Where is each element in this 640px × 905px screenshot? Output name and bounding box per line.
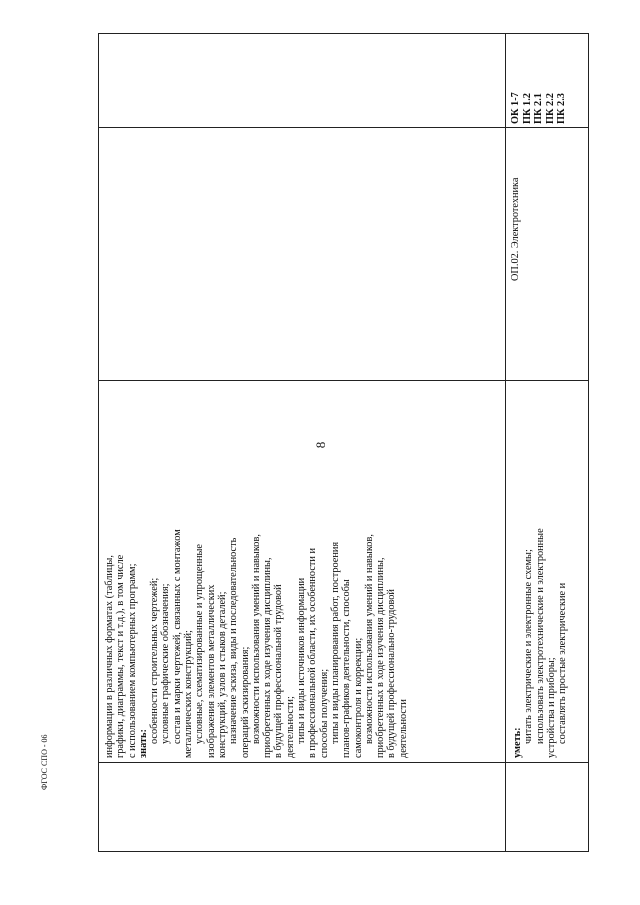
requirement-line: в будущей профессиональной трудовой xyxy=(273,584,285,758)
requirement-line: планов-графиков деятельности, способы xyxy=(341,579,353,758)
competency-code: ОК 1-7 xyxy=(510,92,521,124)
requirement-line: с использованием компьютерных программ; xyxy=(126,563,138,758)
skill-line: уметь: xyxy=(512,727,523,758)
column-divider-2 xyxy=(98,380,589,381)
requirement-line: информации в различных форматах (таблицы, xyxy=(104,555,115,758)
skill-line: читать электрические и электронные схемы; xyxy=(523,549,535,744)
page-number: 8 xyxy=(313,441,328,449)
requirement-line: в профессиональной области, их особенности и xyxy=(307,548,319,758)
row-divider xyxy=(505,33,506,851)
requirement-line: деятельности; xyxy=(284,696,296,758)
requirement-line: конструкций, узлов и стыков деталей; xyxy=(216,591,228,758)
requirement-line: знать: xyxy=(137,729,149,758)
skill-line: составлять простые электрические и xyxy=(557,582,569,744)
competencies-cell xyxy=(510,92,568,124)
requirements-cell-upper xyxy=(104,529,409,758)
table-border-top xyxy=(98,33,589,34)
requirement-line: типы и виды планирования работ, построения xyxy=(329,541,341,744)
column-divider-3 xyxy=(98,762,589,763)
requirement-line: в будущей профессионально-трудовой xyxy=(386,589,398,758)
requirement-line: состав и марки чертежей, связанных с монтажом xyxy=(171,529,183,744)
requirement-line: возможности использования умений и навыков, xyxy=(250,534,262,744)
requirement-line: особенности строительных чертежей; xyxy=(149,577,161,744)
table-border-left xyxy=(98,33,99,851)
footer-code: ФГОС СПО - 06 xyxy=(40,734,49,790)
requirements-cell-lower xyxy=(512,528,568,758)
discipline-name: ОП.02. Электротехника xyxy=(510,177,521,281)
skill-line: устройства и приборы; xyxy=(545,657,557,758)
requirement-line: самоконтроля и коррекции; xyxy=(352,637,364,758)
requirement-line: операций эскизирования; xyxy=(239,646,251,758)
skill-line: использовать электротехнические и электронные xyxy=(534,528,546,744)
table-border-right xyxy=(588,33,589,851)
requirement-line: изображения элементов металлических xyxy=(205,584,217,758)
requirement-line: условные графические обозначения; xyxy=(160,583,172,744)
competency-code: ПК 2.3 xyxy=(556,93,568,124)
competency-code: ПК 2.1 xyxy=(533,93,545,124)
requirement-line: типы и виды источников информации xyxy=(296,577,308,744)
requirement-line: графики, диаграммы, текст и т.д.), в том числе xyxy=(115,554,127,758)
requirement-line: приобретенных в ходе изучения дисциплины, xyxy=(375,557,387,758)
table-border-bottom xyxy=(98,851,589,852)
requirement-line: деятельности xyxy=(397,699,409,758)
requirement-line: условные, схематизированные и упрощенные xyxy=(194,544,206,744)
requirement-line: назначение эскиза, виды и последовательность xyxy=(228,537,240,744)
requirement-line: металлических конструкций; xyxy=(183,630,195,758)
competency-code: ПК 2.2 xyxy=(544,93,556,124)
competency-code: ПК 1.2 xyxy=(521,93,533,124)
requirement-line: приобретенных в ходе изучения дисциплины, xyxy=(262,557,274,758)
column-divider-1 xyxy=(98,127,589,128)
requirement-line: способы получения; xyxy=(318,668,330,758)
requirement-line: возможности использования умений и навыков, xyxy=(363,534,375,744)
